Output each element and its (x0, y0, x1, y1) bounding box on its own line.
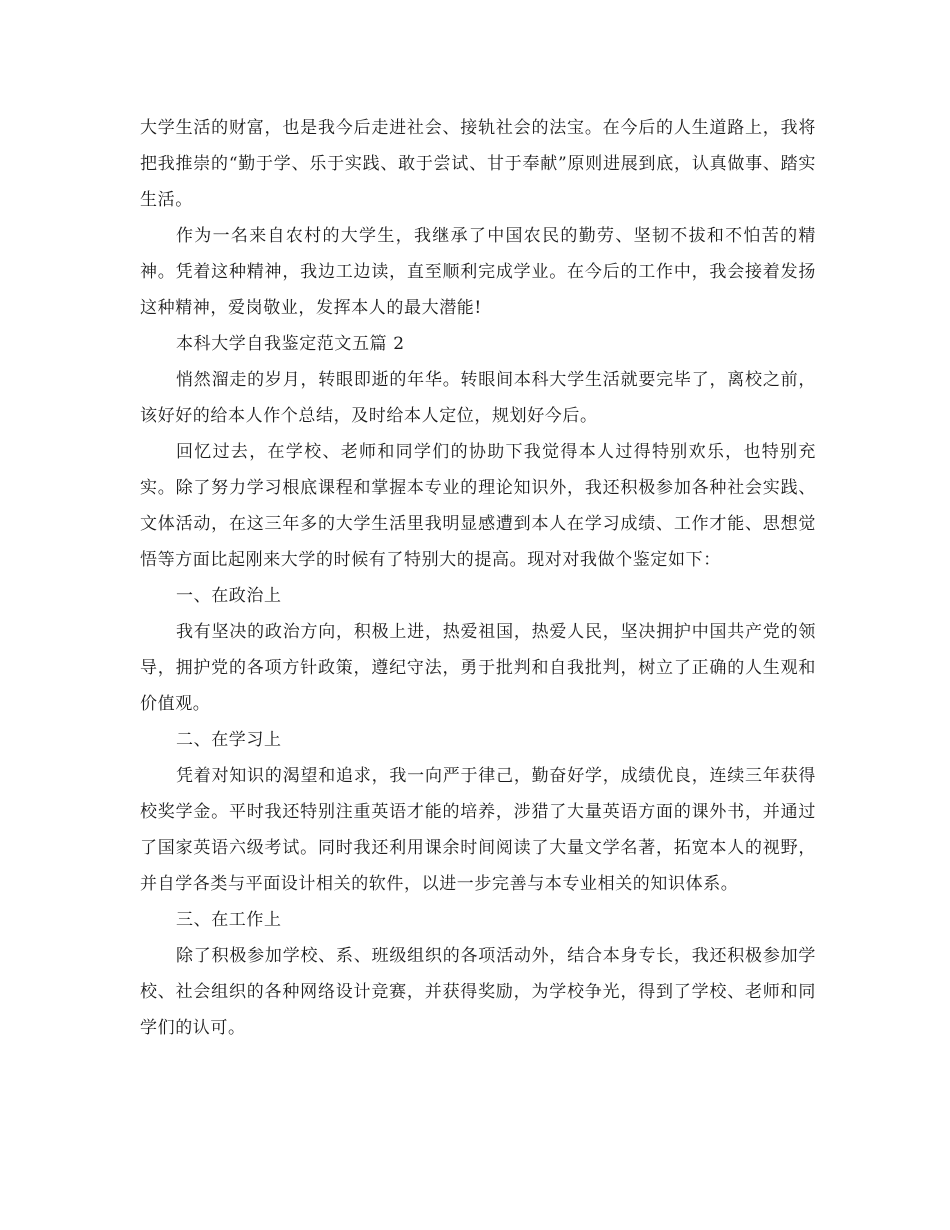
paragraph-intro: 悄然溜走的岁月，转眼即逝的年华。转眼间本科大学生活就要完毕了，离校之前，该好好的给本人作个总结，及时给本人定位，规划好今后。 (140, 370, 816, 426)
heading-politics: 一、在政治上 (176, 586, 282, 606)
paragraph-politics: 我有坚决的政治方向，积极上进，热爱祖国，热爱人民，坚决拥护中国共产党的领导，拥护党的各项方针政策，遵纪守法，勇于批判和自我批判，树立了正确的人生观和价值观。 (140, 622, 816, 714)
heading-study: 二、在学习上 (176, 730, 282, 750)
paragraph-rural-student: 作为一名来自农村的大学生，我继承了中国农民的勤劳、坚韧不拔和不怕苦的精神。凭着这种精神，我边工边读，直至顺利完成学业。在今后的工作中，我会接着发扬这种精神，爱岗敬业，发挥本人的最大潜能! (140, 226, 816, 318)
paragraph-review: 回忆过去，在学校、老师和同学们的协助下我觉得本人过得特别欢乐，也特别充实。除了努力学习根底课程和掌握本专业的理论知识外，我还积极参加各种社会实践、文体活动，在这三年多的大学生活里我明显感遭到本人在学习成绩、工作才能、思想觉悟等方面比起刚来大学的时候有了特别大的提高。现对对我做个鉴定如下： (140, 442, 816, 570)
paragraph-continuation: 大学生活的财富，也是我今后走进社会、接轨社会的法宝。在今后的人生道路上，我将把我推崇的“勤于学、乐于实践、敢于尝试、甘于奉献”原则进展到底，认真做事、踏实生活。 (140, 118, 816, 210)
document-page (140, 110, 816, 1046)
heading-work: 三、在工作上 (176, 910, 282, 930)
paragraph-study: 凭着对知识的渴望和追求，我一向严于律己，勤奋好学，成绩优良，连续三年获得校奖学金。平时我还特别注重英语才能的培养，涉猎了大量英语方面的课外书，并通过了国家英语六级考试。同时我还利用课余时间阅读了大量文学名著，拓宽本人的视野，并自学各类与平面设计相关的软件，以进一步完善与本专业相关的知识体系。 (140, 766, 816, 894)
paragraph-work: 除了积极参加学校、系、班级组织的各项活动外，结合本身专长，我还积极参加学校、社会组织的各种网络设计竞赛，并获得奖励，为学校争光，得到了学校、老师和同学们的认可。 (140, 946, 816, 1038)
section-heading-essay-2: 本科大学自我鉴定范文五篇 2 (176, 334, 405, 354)
